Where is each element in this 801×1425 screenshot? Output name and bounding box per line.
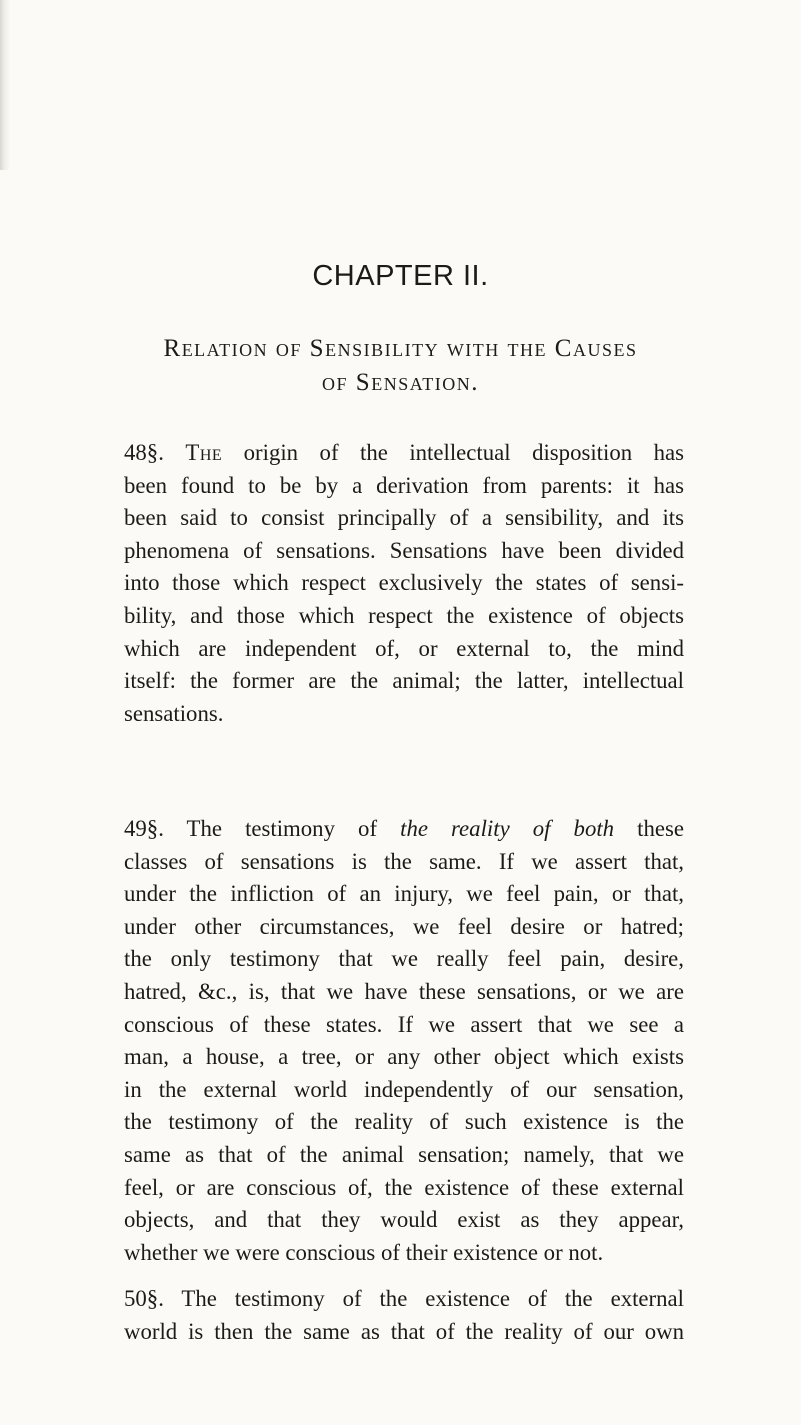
text-line: man, a house, a tree, or any other object which exists xyxy=(124,1044,684,1070)
text-line: the testimony of the reality of such existence is the xyxy=(124,1109,684,1135)
text-line: hatred, &c., is, that we have these sensations, or we are xyxy=(124,978,684,1004)
text-line: into those which respect exclusively the states of sensi- xyxy=(124,570,684,596)
text-line: bility, and those which respect the existence of objects xyxy=(124,602,684,628)
text-line: itself: the former are the animal; the latter, intellectual xyxy=(124,668,684,694)
chapter-subtitle-line-1: Relation of Sensibility with the Causes xyxy=(163,335,638,362)
line-text: these xyxy=(614,816,684,841)
text-line: whether we were conscious of their existence or not. xyxy=(124,1239,604,1265)
line-text: origin of the intellectual disposition has xyxy=(222,440,684,465)
text-line: which are independent of, or external to, the mind xyxy=(124,635,684,661)
text-line: under the infliction of an injury, we feel pain, or that, xyxy=(124,881,684,907)
chapter-subtitle-line-2: of Sensation. xyxy=(322,369,479,396)
section-lead-word: The xyxy=(185,440,223,465)
line-text: The testimony of xyxy=(163,816,401,841)
line-text: The testimony of the existence of the external xyxy=(163,1286,684,1311)
page-edge-shadow xyxy=(0,0,10,170)
text-line: the only testimony that we really feel pain, desire, xyxy=(124,946,684,972)
text-line: under other circumstances, we feel desire or hatred; xyxy=(124,913,684,939)
section-49-paragraph xyxy=(124,813,684,1269)
section-number: 48§. xyxy=(124,440,164,465)
text-line: in the external world independently of our sensation, xyxy=(124,1076,684,1102)
section-50-paragraph xyxy=(124,1283,684,1348)
section-48-paragraph xyxy=(124,437,684,730)
section-number: 50§. xyxy=(124,1286,164,1311)
text-line: conscious of these states. If we assert that we see a xyxy=(124,1011,684,1037)
text-line: phenomena of sensations. Sensations have been divided xyxy=(124,537,684,563)
text-line: been found to be by a derivation from parents: it has xyxy=(124,472,684,498)
text-line xyxy=(124,1283,684,1316)
text-line xyxy=(124,813,684,846)
text-line: objects, and that they would exist as they appear, xyxy=(124,1207,684,1233)
text-line: world is then the same as that of the reality of our own xyxy=(124,1318,684,1344)
text-line: sensations. xyxy=(124,700,224,726)
chapter-title: CHAPTER II. xyxy=(312,260,489,292)
italic-emphasis: the reality of both xyxy=(400,816,615,841)
text-line: been said to consist principally of a sensibility, and its xyxy=(124,505,684,531)
text-line xyxy=(124,437,684,470)
text-line: classes of sensations is the same. If we assert that, xyxy=(124,848,684,874)
text-line: same as that of the animal sensation; namely, that we xyxy=(124,1141,684,1167)
section-number: 49§. xyxy=(124,816,164,841)
text-line: feel, or are conscious of, the existence of these external xyxy=(124,1174,684,1200)
